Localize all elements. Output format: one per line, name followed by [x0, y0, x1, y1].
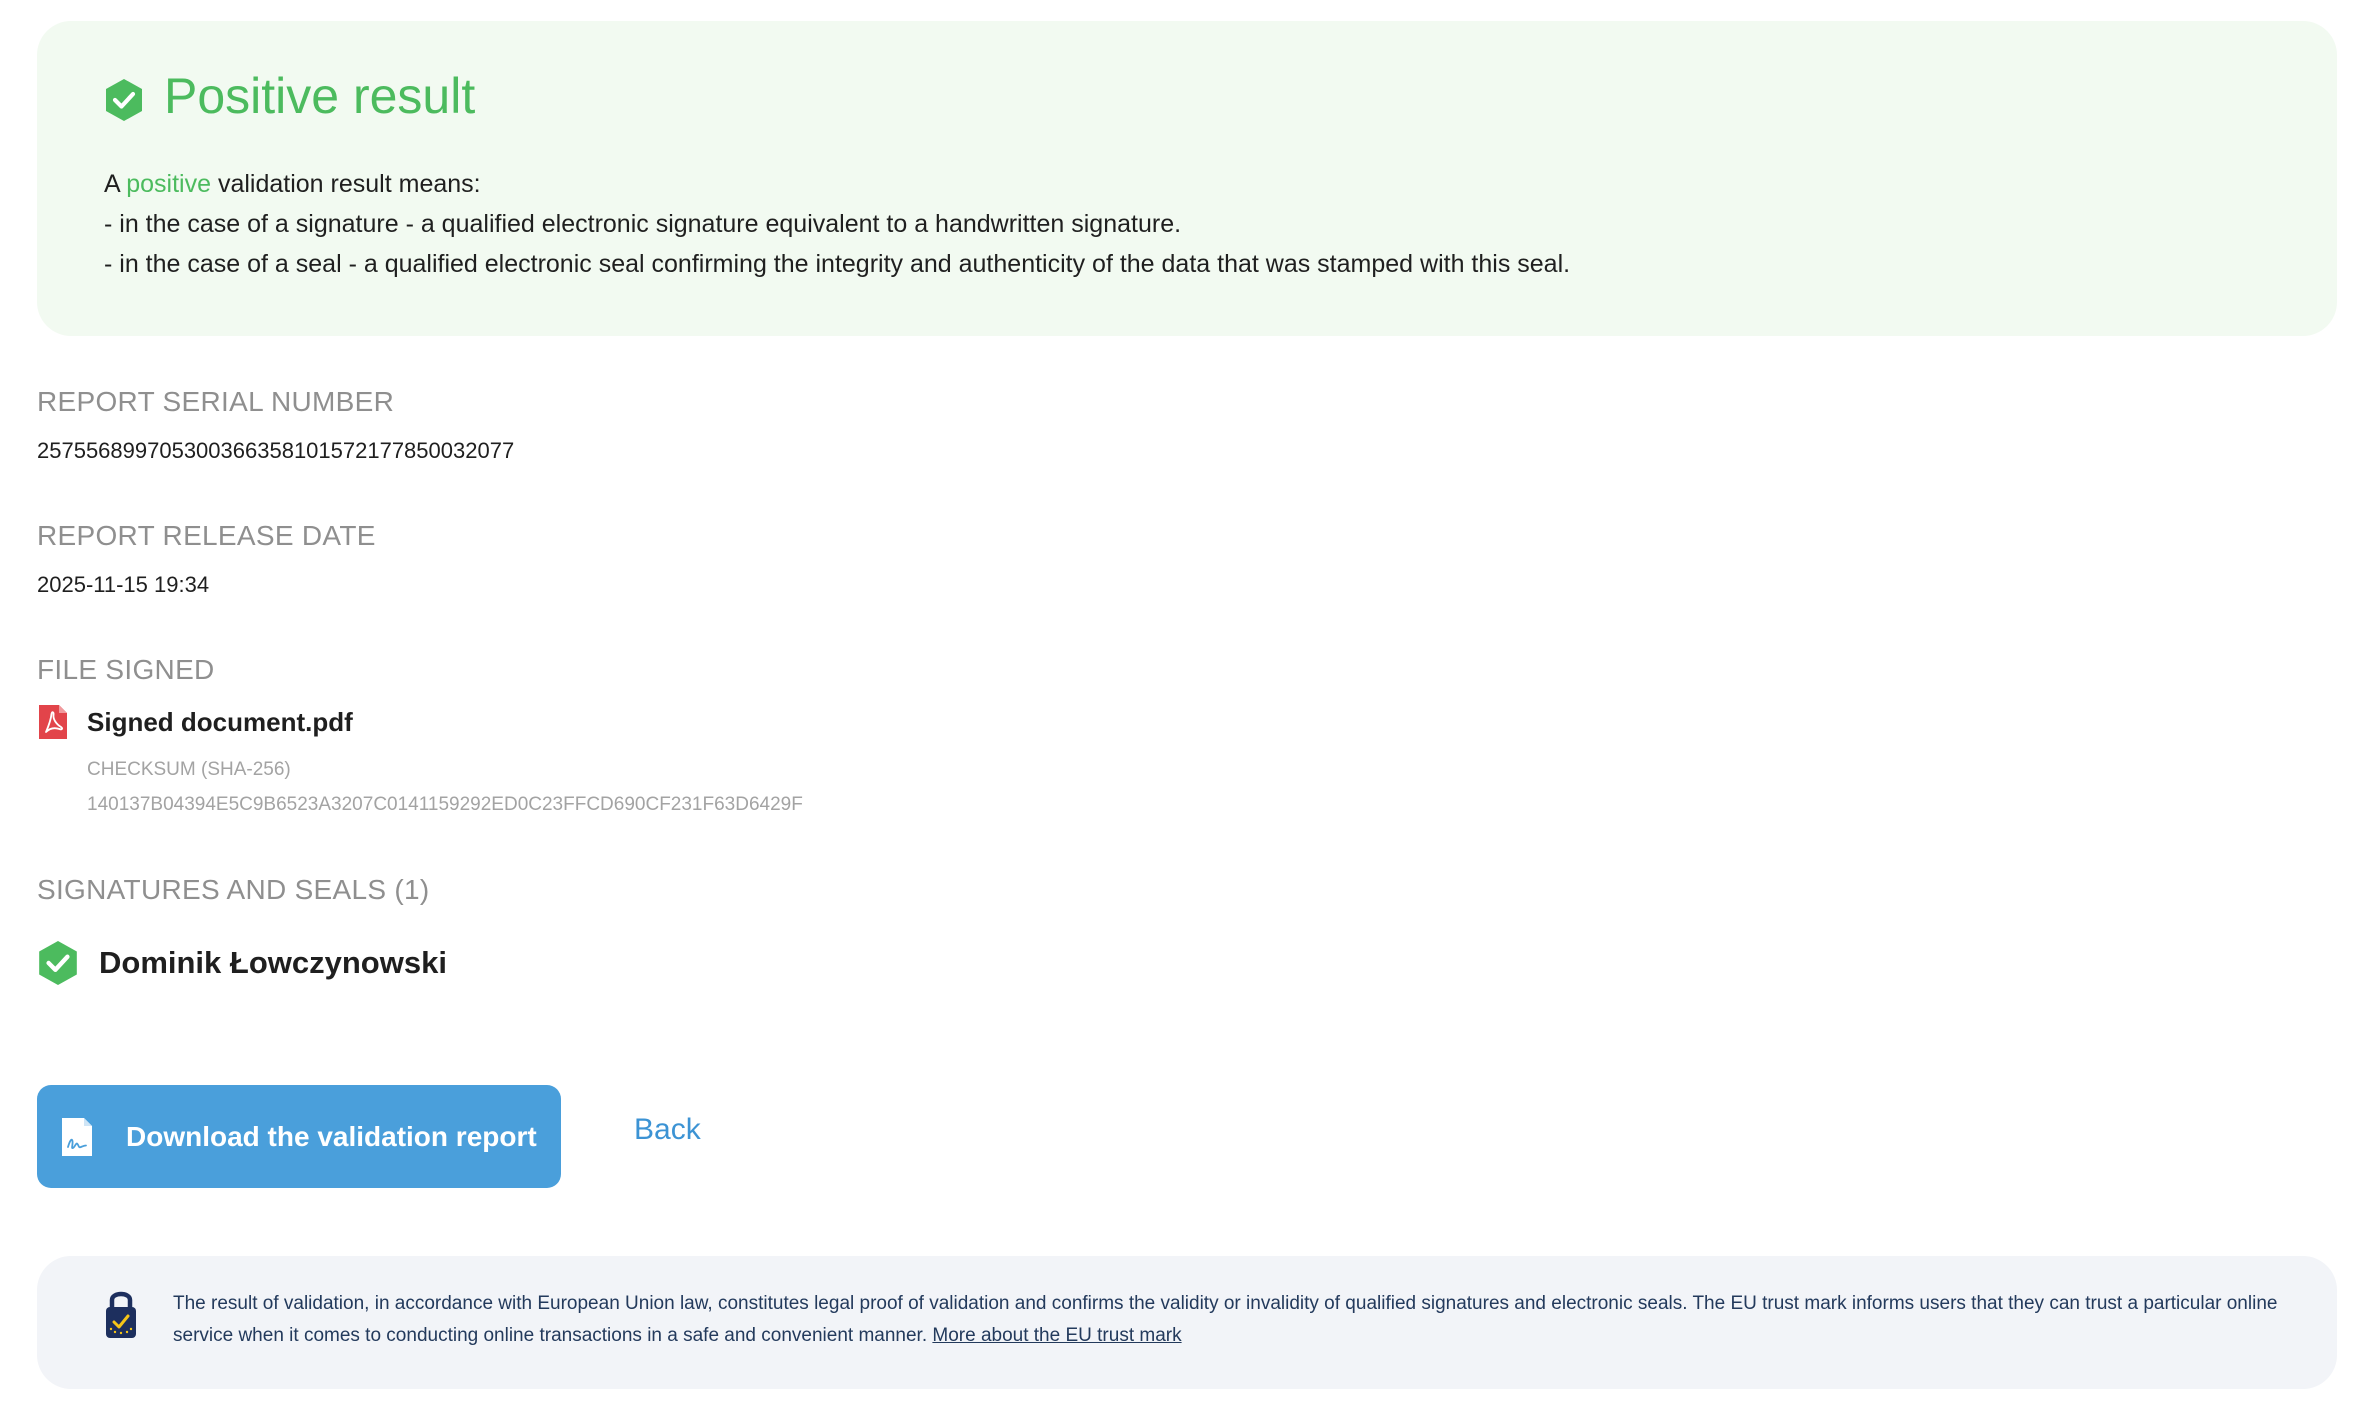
eu-trust-mark-link[interactable]: More about the EU trust mark — [932, 1325, 1182, 1346]
signed-file — [37, 703, 353, 741]
desc-suffix: validation result means: — [211, 170, 481, 198]
signatures-section-label: SIGNATURES AND SEALS (1) — [37, 874, 430, 905]
pdf-file-icon — [37, 703, 69, 741]
seal-meaning: - in the case of a seal - a qualified electronic seal confirming the integrity and authenticity of the data that was stamped with this seal. — [104, 250, 1571, 278]
file-name: Signed document.pdf — [87, 706, 353, 737]
eu-trust-description: The result of validation, in accordance with European Union law, constitutes legal proof of validation and confirms the validity or invalidity of qualified signatures and electronic seals. The EU trust mark informs users that they can trust a particular online service when it comes to conducting online transactions in a safe and convenient manner. — [173, 1293, 2278, 1346]
checksum-value: 140137B04394E5C9B6523A3207C0141159292ED0C23FFCD690CF231F63D6429F — [87, 794, 803, 815]
download-report-button[interactable] — [37, 1085, 561, 1188]
back-link[interactable]: Back — [634, 1113, 701, 1146]
signature-item[interactable] — [37, 940, 447, 986]
signer-name: Dominik Łowczynowski — [99, 945, 447, 980]
report-serial-value: 257556899705300366358101572177850032077 — [37, 438, 515, 463]
checksum-label: CHECKSUM (SHA-256) — [87, 759, 291, 780]
report-serial-label: REPORT SERIAL NUMBER — [37, 386, 395, 417]
eu-trust-lock-icon — [104, 1288, 138, 1340]
file-signed-label: FILE SIGNED — [37, 654, 215, 685]
desc-prefix: A — [104, 170, 127, 198]
download-button-label: Download the validation report — [126, 1120, 537, 1152]
signed-document-icon — [60, 1116, 94, 1158]
eu-trust-info-panel — [37, 1256, 2337, 1389]
result-description-intro — [104, 164, 1570, 204]
report-release-value: 2025-11-15 19:34 — [37, 572, 210, 597]
shield-check-icon — [104, 78, 144, 122]
result-title: Positive result — [164, 68, 476, 124]
eu-trust-text — [173, 1288, 2313, 1352]
report-release-label: REPORT RELEASE DATE — [37, 520, 376, 551]
result-heading — [104, 64, 475, 128]
positive-highlight: positive — [126, 170, 212, 198]
signature-meaning: - in the case of a signature - a qualified electronic signature equivalent to a handwritten signature. — [104, 210, 1182, 238]
result-description — [104, 164, 1570, 284]
shield-check-icon — [37, 940, 79, 986]
